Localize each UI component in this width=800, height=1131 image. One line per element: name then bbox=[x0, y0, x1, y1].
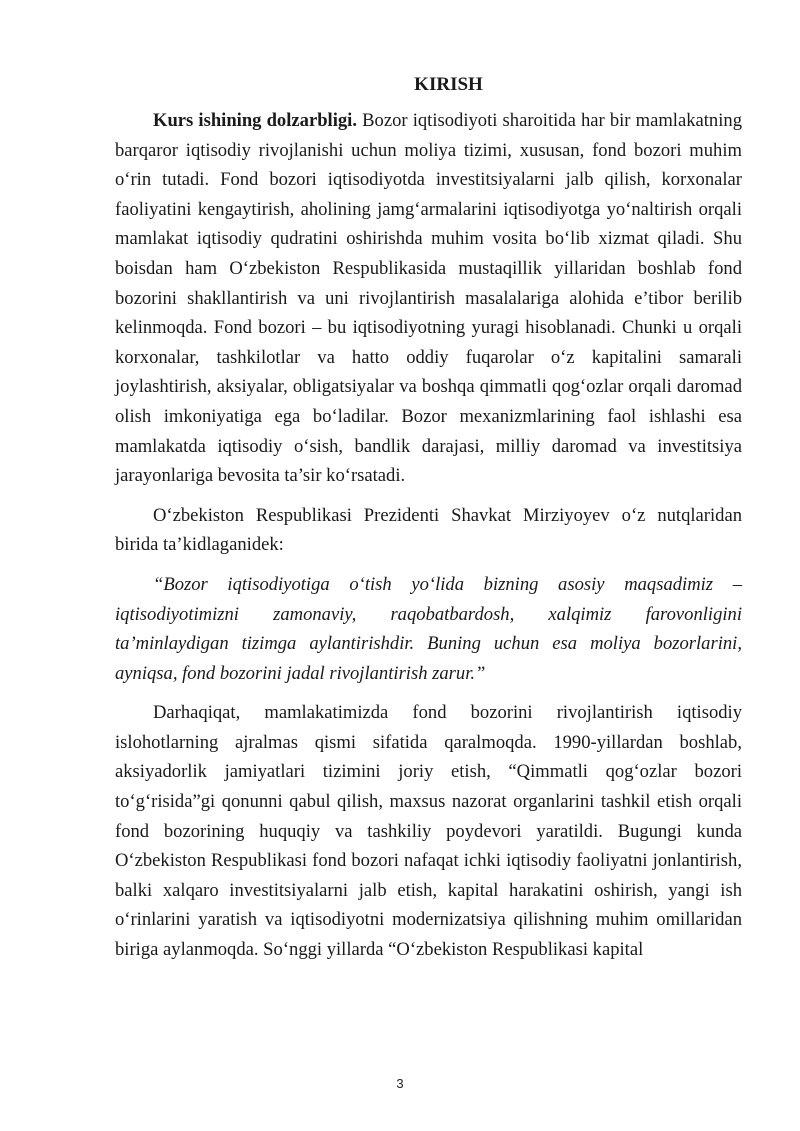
paragraph-relevance bbox=[115, 106, 742, 491]
section-heading: KIRISH bbox=[414, 74, 483, 95]
paragraph-reforms: Darhaqiqat, mamlakatimizda fond bozorini rivojlantirish iqtisodiy islohotlarning ajralmas qismi sifatida qaralmoqda. 1990-yillardan boshlab, aksiyadorlik jamiyatlari tizimini joriy etish, “Qimmatli qog‘ozlar bozori to‘g‘risida”gi qonunni qabul qilish, maxsus nazorat organlarini tashkil etish orqali fond bozorining huquqiy va tashkiliy poydevori yaratildi. Bugungi kunda O‘zbekiston Respublikasi fond bozori nafaqat ichki iqtisodiy faoliyatni jonlantirish, balki xalqaro investitsiyalarni jalb etish, kapital harakatini oshirish, yangi ish o‘rinlarini yaratish va iqtisodiyotni modernizatsiya qilishning muhim omillaridan biriga aylanmoqda. So‘nggi yillarda “O‘zbekiston Respublikasi kapital bbox=[115, 702, 742, 961]
paragraph-president-intro: O‘zbekiston Respublikasi Prezidenti Shavkat Mirziyoyev o‘z nutqlaridan birida ta’kidlaganidek: bbox=[115, 504, 742, 556]
paragraph-body: Bozor iqtisodiyoti sharoitida har bir mamlakatning barqaror iqtisodiy rivojlanishi uchun moliya tizimi, xususan, fond bozori muhim o‘rin tutadi. Fond bozori iqtisodiyotda investitsiyalarni jalb qilish, korxonalar faoliyatini kengaytirish, aholining jamg‘armalarini iqtisodiyotga yo‘naltirish orqali mamlakat iqtisodiy qudratini oshirishda muhim vosita bo‘lib xizmat qiladi. Shu boisdan ham O‘zbekiston Respublikasida mustaqillik yillaridan boshlab fond bozorini shakllantirish va uni rivojlantirish masalalariga alohida e’tibor berilib kelinmoqda. Fond bozori – bu iqtisodiyotning yuragi hisoblanadi. Chunki u orqali korxonalar, tashkilotlar va hatto oddiy fuqarolar o‘z kapitalini samarali joylashtirish, aksiyalar, obligatsiyalar va boshqa qimmatli qog‘ozlar orqali daromad olish imkoniyatiga ega bo‘ladilar. Bozor mexanizmlarining faol ishlashi esa mamlakatda iqtisodiy o‘sish, bandlik darajasi, milliy daromad va investitsiya jarayonlariga bevosita ta’sir ko‘rsatadi. bbox=[115, 110, 742, 487]
page-number: 3 bbox=[396, 1076, 404, 1091]
paragraph-lead: Kurs ishining dolzarbligi. bbox=[153, 110, 357, 131]
document-page bbox=[115, 70, 742, 965]
quote-paragraph: “Bozor iqtisodiyotiga o‘tish yo‘lida bizning asosiy maqsadimiz – iqtisodiyotimizni zamonaviy, raqobatbardosh, xalqimiz farovonligini ta’minlaydigan tizimga aylantirishdir. Buning uchun esa moliya bozorlarini, ayniqsa, fond bozorini jadal rivojlantirish zarur.” bbox=[115, 573, 742, 684]
